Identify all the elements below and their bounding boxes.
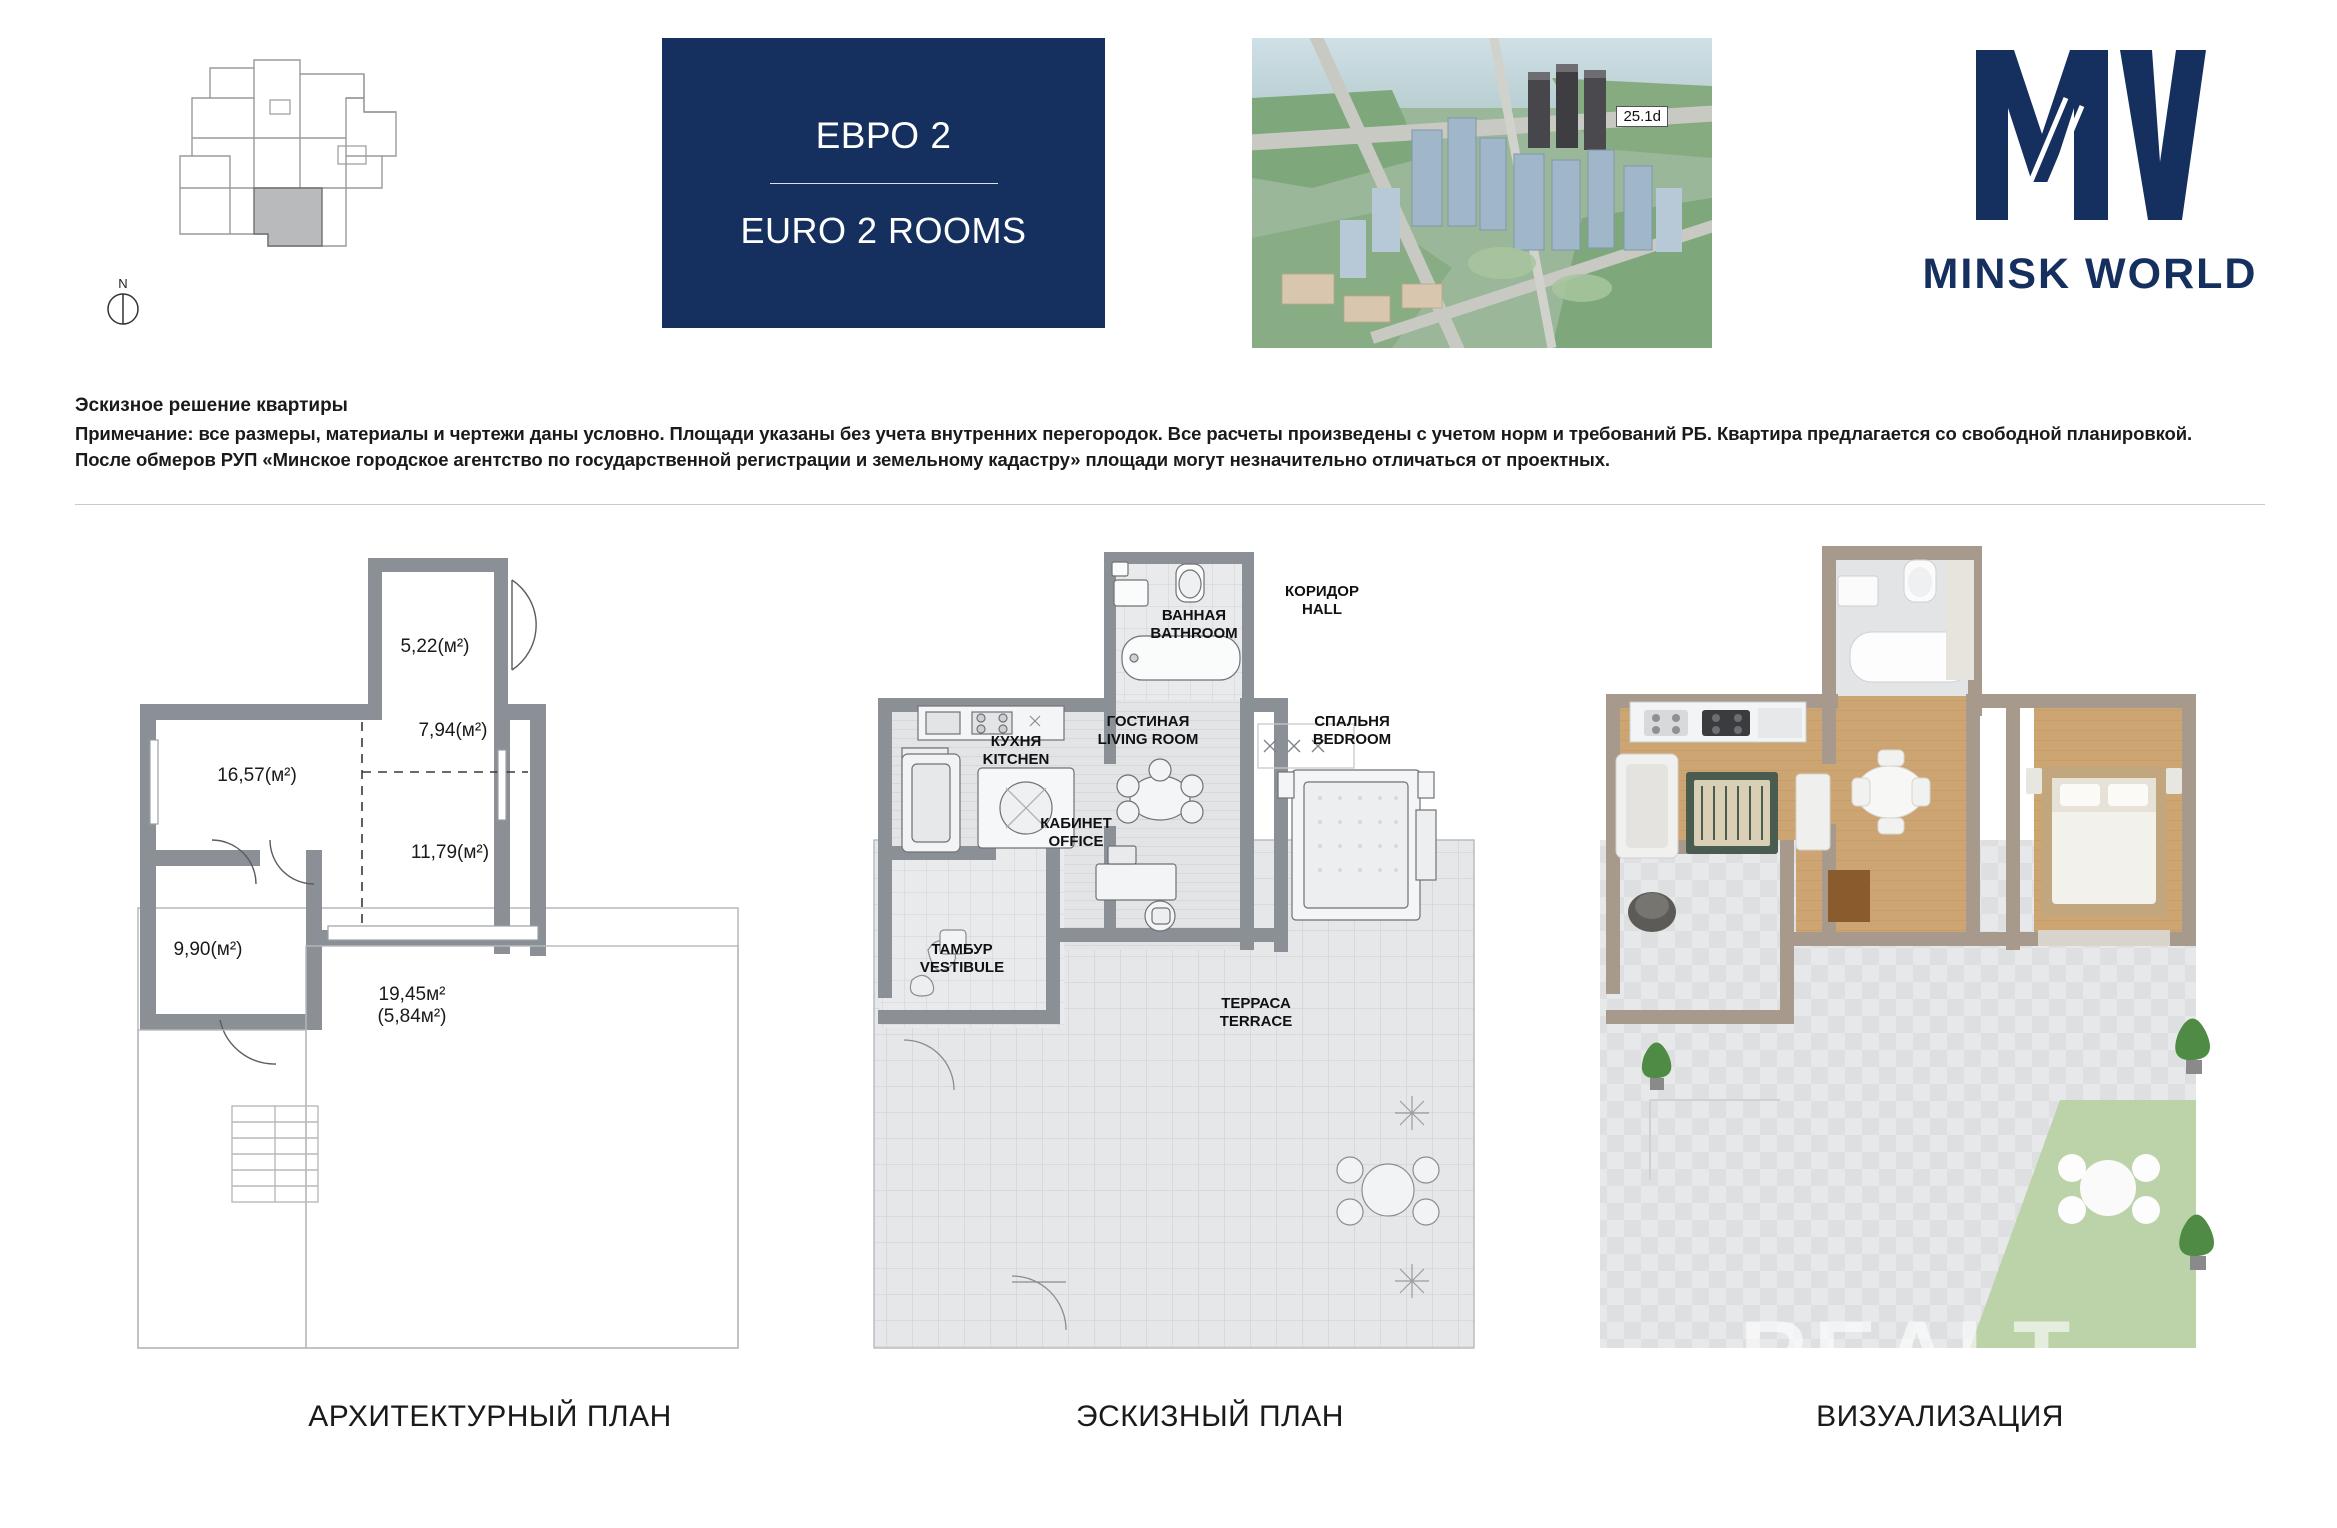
room-label-ru: ТЕРРАСА — [1221, 995, 1291, 1012]
kitchen-3d — [1630, 702, 1806, 742]
brand-name: MINSK WORLD — [1922, 250, 2258, 298]
title-ru: ЕВРО 2 — [815, 114, 952, 156]
area-label: 9,90(м²) — [173, 939, 243, 960]
area-label: (5,84м²) — [377, 1006, 447, 1027]
sketch-plan — [860, 540, 1580, 1370]
note-line-1: Примечание: все размеры, материалы и чертежи даны условно. Площади указаны без учета внутренних перегородок. Все расчеты произведены с учетом норм и требований РБ. Квартира предлагается со свободной планировкой. — [75, 423, 2193, 444]
area-label: 7,94(м²) — [418, 720, 488, 741]
room-label-ru: КАБИНЕТ — [1040, 815, 1112, 832]
room-label-en: TERRACE — [1219, 1013, 1293, 1030]
visualization-render — [1590, 540, 2300, 1370]
room-label-ru: КОРИДОР — [1285, 583, 1359, 600]
room-label-ru: ГОСТИНАЯ — [1106, 713, 1190, 730]
bedroom-furniture — [1278, 770, 1436, 920]
room-label-ru: КУХНЯ — [990, 733, 1042, 750]
room-label-ru: СПАЛЬНЯ — [1314, 713, 1390, 730]
header — [0, 0, 2337, 370]
room-label-ru: ТАМБУР — [931, 941, 993, 958]
area-label: 5,22(м²) — [400, 636, 470, 657]
title-card — [662, 38, 1105, 328]
aerial-render-image — [1252, 38, 1712, 348]
room-label-en: KITCHEN — [982, 751, 1050, 768]
caption-architectural-plan: АРХИТЕКТУРНЫЙ ПЛАН — [308, 1400, 672, 1433]
windows — [150, 740, 538, 940]
room-label-en: VESTIBULE — [919, 959, 1005, 976]
stair-run — [232, 1106, 318, 1202]
compass-label: N — [118, 276, 128, 291]
brand-block — [1900, 42, 2280, 322]
caption-visualization: ВИЗУАЛИЗАЦИЯ — [1816, 1400, 2064, 1433]
watermark: REALT — [1740, 1301, 2077, 1406]
aerial-badge: 25.1d — [1616, 106, 1668, 127]
mw-monogram-icon — [1970, 42, 2210, 232]
area-label: 19,45м² — [378, 984, 446, 1005]
note-line-2: После обмеров РУП «Минское городское агентство по государственной регистрации и земельному кадастру» площади могут незначительно отличаться от проектных. — [75, 449, 1610, 471]
dimension-ticks — [138, 908, 738, 1348]
vestibule-floor — [880, 846, 1064, 1028]
note-block — [75, 395, 2265, 474]
key-floor-plan — [150, 38, 470, 263]
area-label: 11,79(м²) — [410, 842, 490, 863]
area-labels — [173, 636, 489, 1027]
room-label-ru: ВАННАЯ — [1161, 607, 1227, 624]
caption-sketch-plan: ЭСКИЗНЫЙ ПЛАН — [1076, 1400, 1344, 1433]
compass-icon — [95, 275, 151, 331]
room-label-en: OFFICE — [1048, 833, 1104, 850]
room-label-en: BEDROOM — [1312, 731, 1392, 748]
room-label-en: BATHROOM — [1150, 625, 1238, 642]
title-divider — [770, 183, 998, 184]
title-en: EURO 2 ROOMS — [740, 209, 1027, 251]
room-label-en: LIVING ROOM — [1097, 731, 1199, 748]
header-divider — [75, 504, 2265, 505]
architectural-plan — [120, 540, 860, 1370]
room-label-en: HALL — [1302, 601, 1342, 618]
note-title: Эскизное решение квартиры — [75, 395, 348, 416]
area-label: 16,57(м²) — [217, 765, 297, 786]
